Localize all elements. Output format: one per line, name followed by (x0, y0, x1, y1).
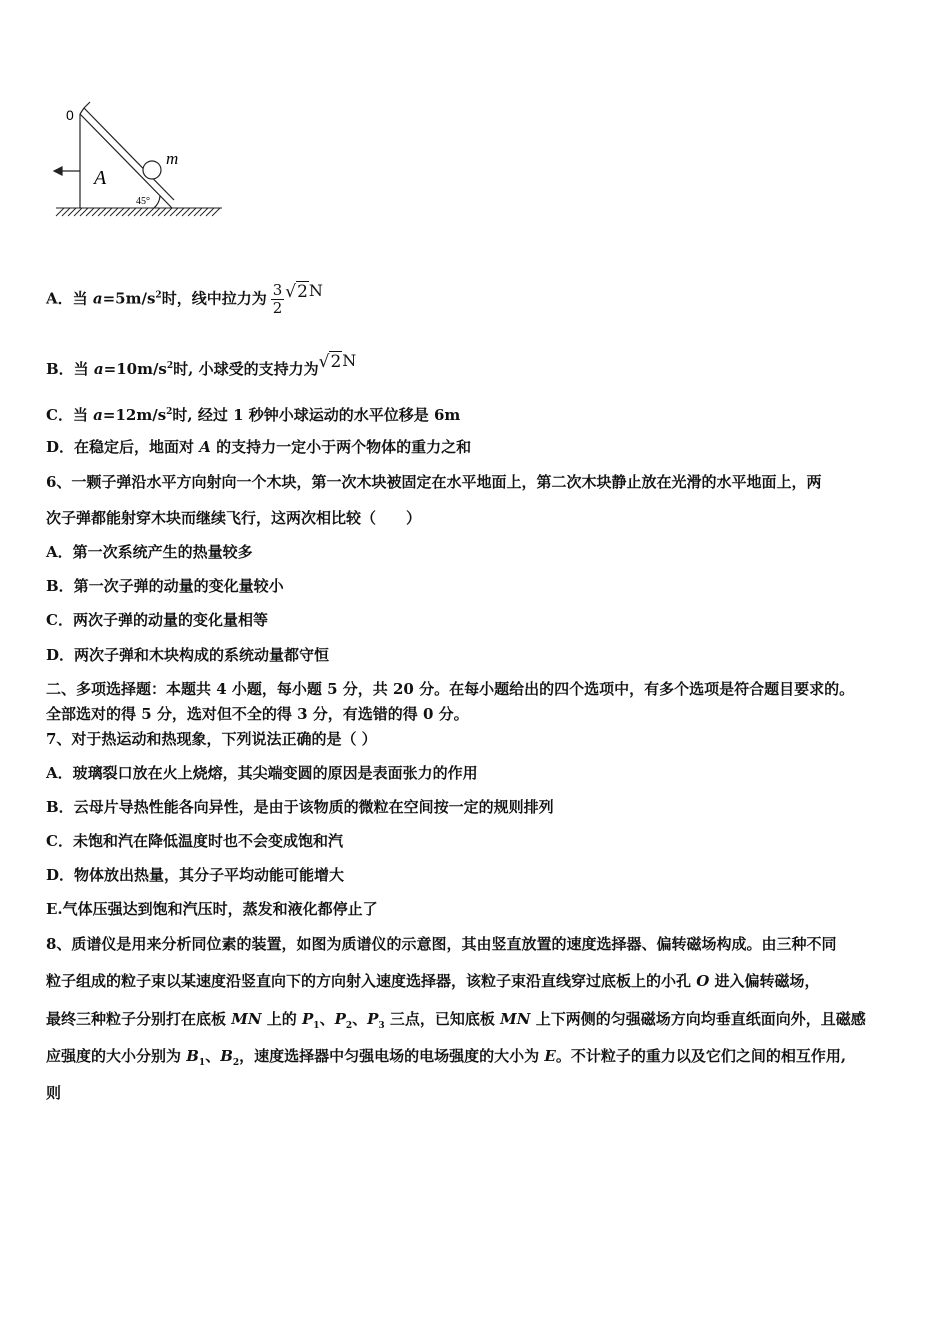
figure-mass-label: m (166, 149, 179, 168)
acceleration-arrow (54, 167, 80, 175)
q7-option-d: D．物体放出热量，其分子平均动能可能增大 (46, 866, 345, 884)
q5-option-b: B．当 $a=10m/s^2$时, 小球受的支持力为√2N (46, 351, 357, 378)
q6-option-b: B．第一次子弹的动量的变化量较小 (46, 577, 284, 595)
wedge-block (80, 102, 174, 208)
q8-stem-line4: 应强度的大小分别为 $B_1$、$B_2$，速度选择器中匀强电场的电场强度的大小为 E。不计粒子的重力以及它们之间的相互作用, (46, 1047, 847, 1068)
q5-option-c: C．当 $a=12m/s^2$时, 经过 1 秒钟小球运动的水平位移是 6m (46, 406, 461, 424)
q7-option-a: A．玻璃裂口放在火上烧熔，其尖端变圆的原因是表面张力的作用 (46, 764, 478, 782)
q8-stem-line5: 则 (46, 1084, 62, 1102)
incline-figure (50, 92, 230, 222)
fraction: $\frac{3}{2}$ (272, 281, 283, 317)
sqrt-symbol: √2 (285, 281, 308, 302)
section2-heading-line2: 全部选对的得 5 分，选对但不全的得 3 分，有选错的得 0 分。 (46, 705, 469, 723)
q6-option-c: C．两次子弹的动量的变化量相等 (46, 611, 268, 629)
q5-option-a: A．当 $a=5m/s^2$时，线中拉力为 $\frac{3}{2}$ √2N (46, 280, 323, 317)
ball (143, 161, 161, 179)
q8-stem-line2: 粒子组成的粒子束以某速度沿竖直向下的方向射入速度选择器，该粒子束沿直线穿过底板上的小孔 O 进入偏转磁场， (46, 972, 820, 990)
q6-stem-line1: 6、一颗子弹沿水平方向射向一个木块，第一次木块被固定在水平地面上，第二次木块静止放在光滑的水平地面上，两 (46, 473, 822, 491)
q5-option-d: D．在稳定后，地面对 A 的支持力一定小于两个物体的重力之和 (46, 438, 472, 456)
figure-origin-label: 0 (66, 107, 74, 123)
figure-angle-label: 45° (136, 196, 150, 207)
sqrt-symbol: √2 (318, 352, 342, 372)
q7-stem: 7、对于热运动和热现象，下列说法正确的是（ ） (46, 730, 377, 748)
section2-heading-line1: 二、多项选择题：本题共 4 小题，每小题 5 分，共 20 分。在每小题给出的四个选项中，有多个选项是符合题目要求的。 (46, 680, 855, 698)
q6-option-a: A．第一次系统产生的热量较多 (46, 543, 253, 561)
q8-stem-line1: 8、质谱仪是用来分析同位素的装置，如图为质谱仪的示意图，其由竖直放置的速度选择器、偏转磁场构成。由三种不同 (46, 935, 837, 953)
q6-option-d: D．两次子弹和木块构成的系统动量都守恒 (46, 646, 330, 664)
q7-option-e: E.气体压强达到饱和汽压时，蒸发和液化都停止了 (46, 900, 378, 918)
q7-option-b: B．云母片导热性能各向异性，是由于该物质的微粒在空间按一定的规则排列 (46, 798, 554, 816)
q7-option-c: C．未饱和汽在降低温度时也不会变成饱和汽 (46, 832, 343, 850)
q8-stem-line3: 最终三种粒子分别打在底板 MN 上的 $P_1$、$P_2$、$P_3$ 三点，已知底板 MN 上下两侧的匀强磁场方向均垂直纸面向外，且磁感 (46, 1010, 866, 1031)
figure-block-label: A (94, 167, 107, 189)
ground-hatch (56, 208, 222, 216)
q6-stem-line2: 次子弹都能射穿木块而继续飞行，这两次相比较（ ） (46, 509, 422, 527)
